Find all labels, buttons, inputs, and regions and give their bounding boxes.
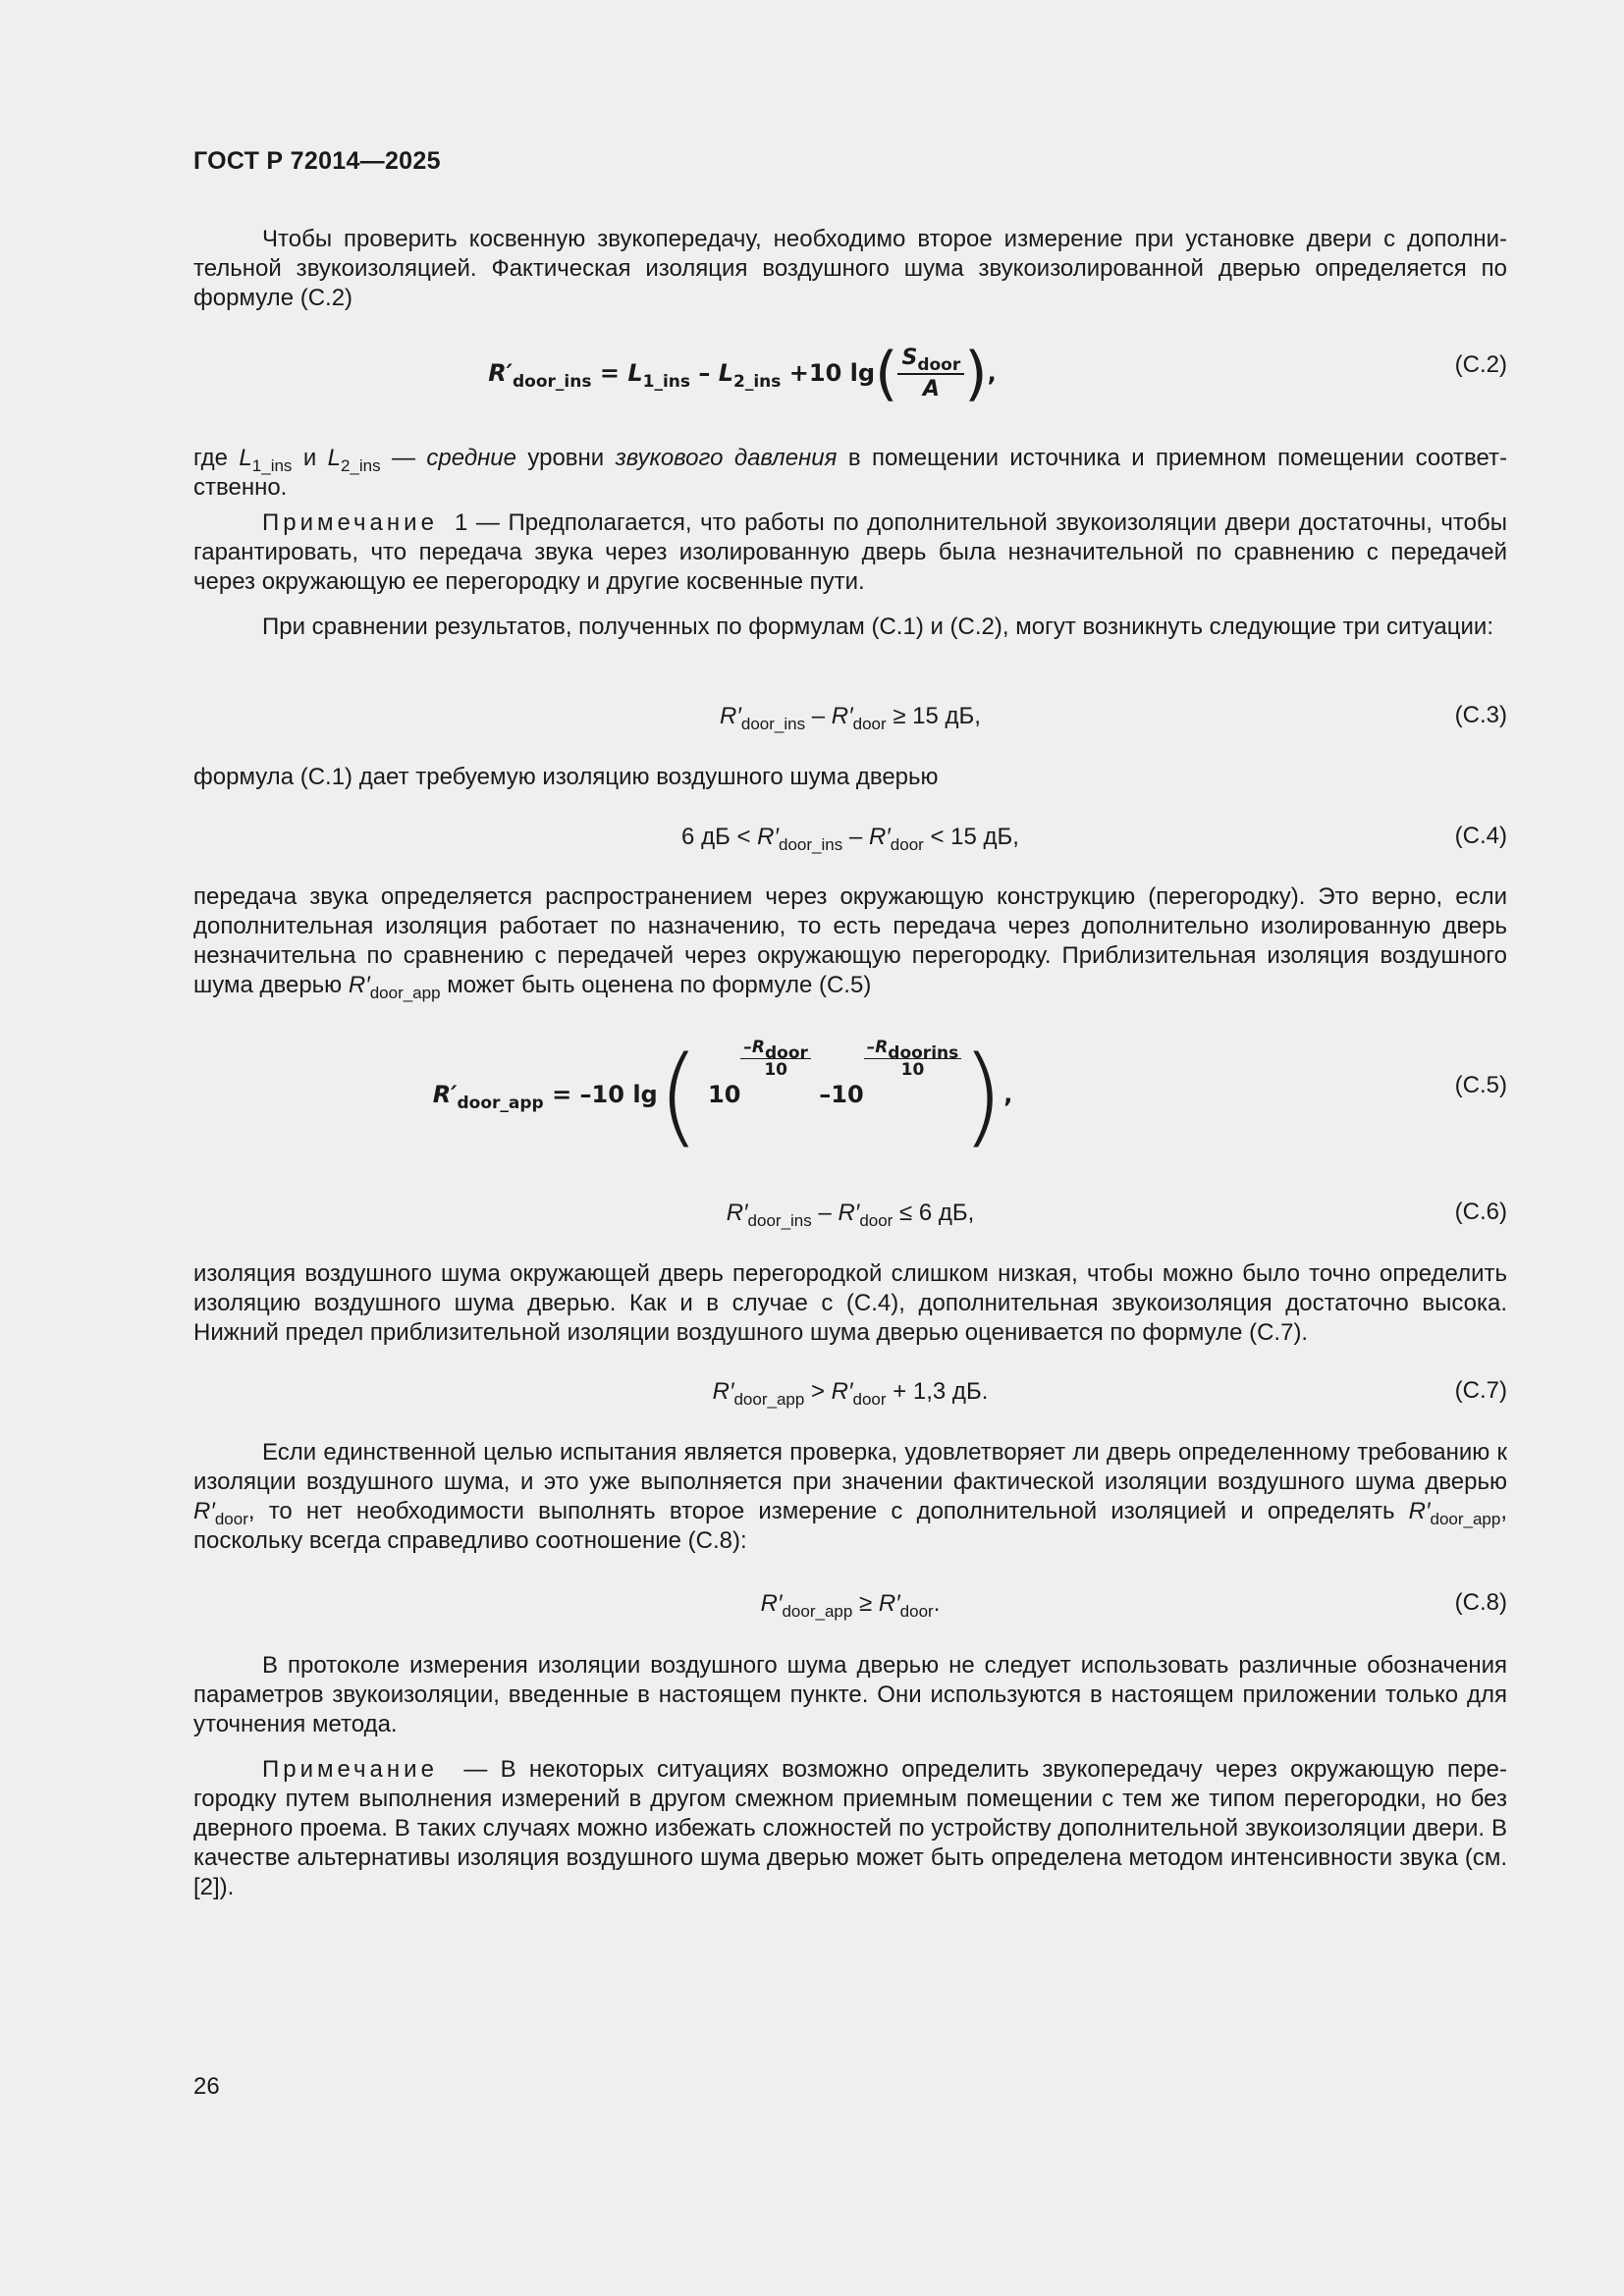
formula-c2: $R'_{door\_ins} = L_{1\_ins} - L_{2\_ins} +10$ lg( $\frac{S_{door}}{A}$ ),: [488, 340, 997, 408]
formula-c6: $R'_{door\_ins} - R'_{door} \le 6$ дБ,: [726, 1200, 975, 1230]
page-number: 26: [193, 2073, 220, 2100]
formula-c3-number: (С.3): [1454, 702, 1507, 728]
formula-c5: $R'_{door\_app} = -10$ lg( 10 $\frac{-R_{door}}{10}$ –10 $\frac{-R_{doorins}}{10}$ ),: [432, 1033, 1013, 1158]
note-1: Примечание 1 — Предполагается, что работы по дополнительной звукоизоляции двери достаточны, чтобы гарантировать, что передача звука через изолированную дверь была незначительной по сравнению с передачей через окружающую ее перегородку и другие косвенные пути.: [193, 509, 1507, 595]
formula-c8: $R'_{door\_app} \ge R'_{door}$.: [760, 1590, 941, 1621]
paragraph-comparison: При сравнении результатов, полученных по формулам (С.1) и (С.2), могут возникнуть следующие три ситуации:: [262, 614, 1493, 640]
note-2-label: Примечание: [262, 1756, 438, 1783]
document-page: [193, 0, 1507, 2296]
paragraph-intro: Чтобы проверить косвенную звукопередачу, необходимо второе измерение при установке двери с дополнительной звукоизоляцией. Фактическая изоляция воздушного шума звукоизолированной дверью определяется по формуле (С.2): [193, 226, 1507, 311]
formula-c7: $R'_{door\_app} > R'_{door} + 1,3$ дБ.: [712, 1378, 989, 1409]
paragraph-protocol: В протоколе измерения изоляции воздушного шума дверью не следует использовать различные обозначения параметров звукоизоляции, введенные в настоящем пункте. Они используются в настоящем приложении только для уточнения метода.: [193, 1652, 1507, 1737]
formula-c4-number: (С.4): [1454, 823, 1507, 849]
formula-c7-number: (С.7): [1454, 1377, 1507, 1404]
paragraph-requirement: Если единственной целью испытания является проверка, удовлетворяет ли дверь определенному требованию к изоляции воздушного шума, и это уже выполняется при значении фактической изоляции воздушного шума дверью $R'_{door}$, то нет необходимости выполнять второе измерение с дополнительной изоляцией и определять $R'_{door\_app}$, поскольку всегда справедливо соотношение (С.8):: [193, 1439, 1507, 1554]
note-2: Примечание — В некоторых ситуациях возможно определить звукопередачу через окружающую перегородку путем выполнения измерений в другом смежном приемным помещении с тем же типом перегородки, но без дверного проема. В таких случаях можно избежать сложностей по устройству дополнительной звукоизоляции двери. В качестве альтернативы изоляция воздушного шума дверью может быть определена методом интенсивности звука (см.[2]).: [193, 1756, 1508, 1900]
document-header: ГОСТ Р 72014—2025: [193, 147, 441, 175]
formula-c5-exponent-1: $\frac{-R_{door}}{10}$: [740, 1037, 811, 1081]
formula-c6-number: (С.6): [1454, 1199, 1507, 1225]
formula-c2-number: (С.2): [1454, 351, 1507, 378]
formula-c8-number: (С.8): [1454, 1589, 1507, 1616]
formula-c5-number: (С.5): [1454, 1072, 1507, 1098]
paragraph-case-2: передача звука определяется распространением через окружающую конструкцию (перегородку). Это верно, если дополнительная изоляция работает по назначению, то есть передача через дополнительно изолированную дверь незначительна по сравнению с передачей через окружающую перегородку. Приблизительная изоляция воздушного шума дверью $R'_{door\_app}$ может быть оценена по формуле (С.5): [193, 883, 1507, 1002]
where-clause: где $L_{1\_ins}$ и $L_{2\_ins}$ — средние уровни звукового давления в помещении источника и приемном помещении соответственно.: [193, 445, 1508, 501]
formula-c2-fraction: $\frac{S_{door}}{A}$: [897, 344, 964, 404]
paragraph-case-1: формула (С.1) дает требуемую изоляцию воздушного шума дверью: [193, 764, 939, 790]
formula-c5-exponent-2: $\frac{-R_{doorins}}{10}$: [864, 1037, 962, 1081]
paragraph-case-3: изоляция воздушного шума окружающей дверь перегородкой слишком низкая, чтобы можно было точно определить изоляцию воздушного шума дверью. Как и в случае с (С.4), дополнительная звукоизоляция достаточно высока. Нижний предел приблизительной изоляции воздушного шума дверью оценивается по формуле (С.7).: [193, 1260, 1507, 1346]
formula-c4: 6 дБ < $R'_{door\_ins} - R'_{door} < 15$ дБ,: [681, 824, 1019, 854]
note-1-label: Примечание: [262, 509, 438, 536]
formula-c2-lhs: R′: [488, 359, 514, 387]
formula-c3: $R'_{door\_ins} - R'_{door} \ge 15$ дБ,: [720, 703, 981, 733]
